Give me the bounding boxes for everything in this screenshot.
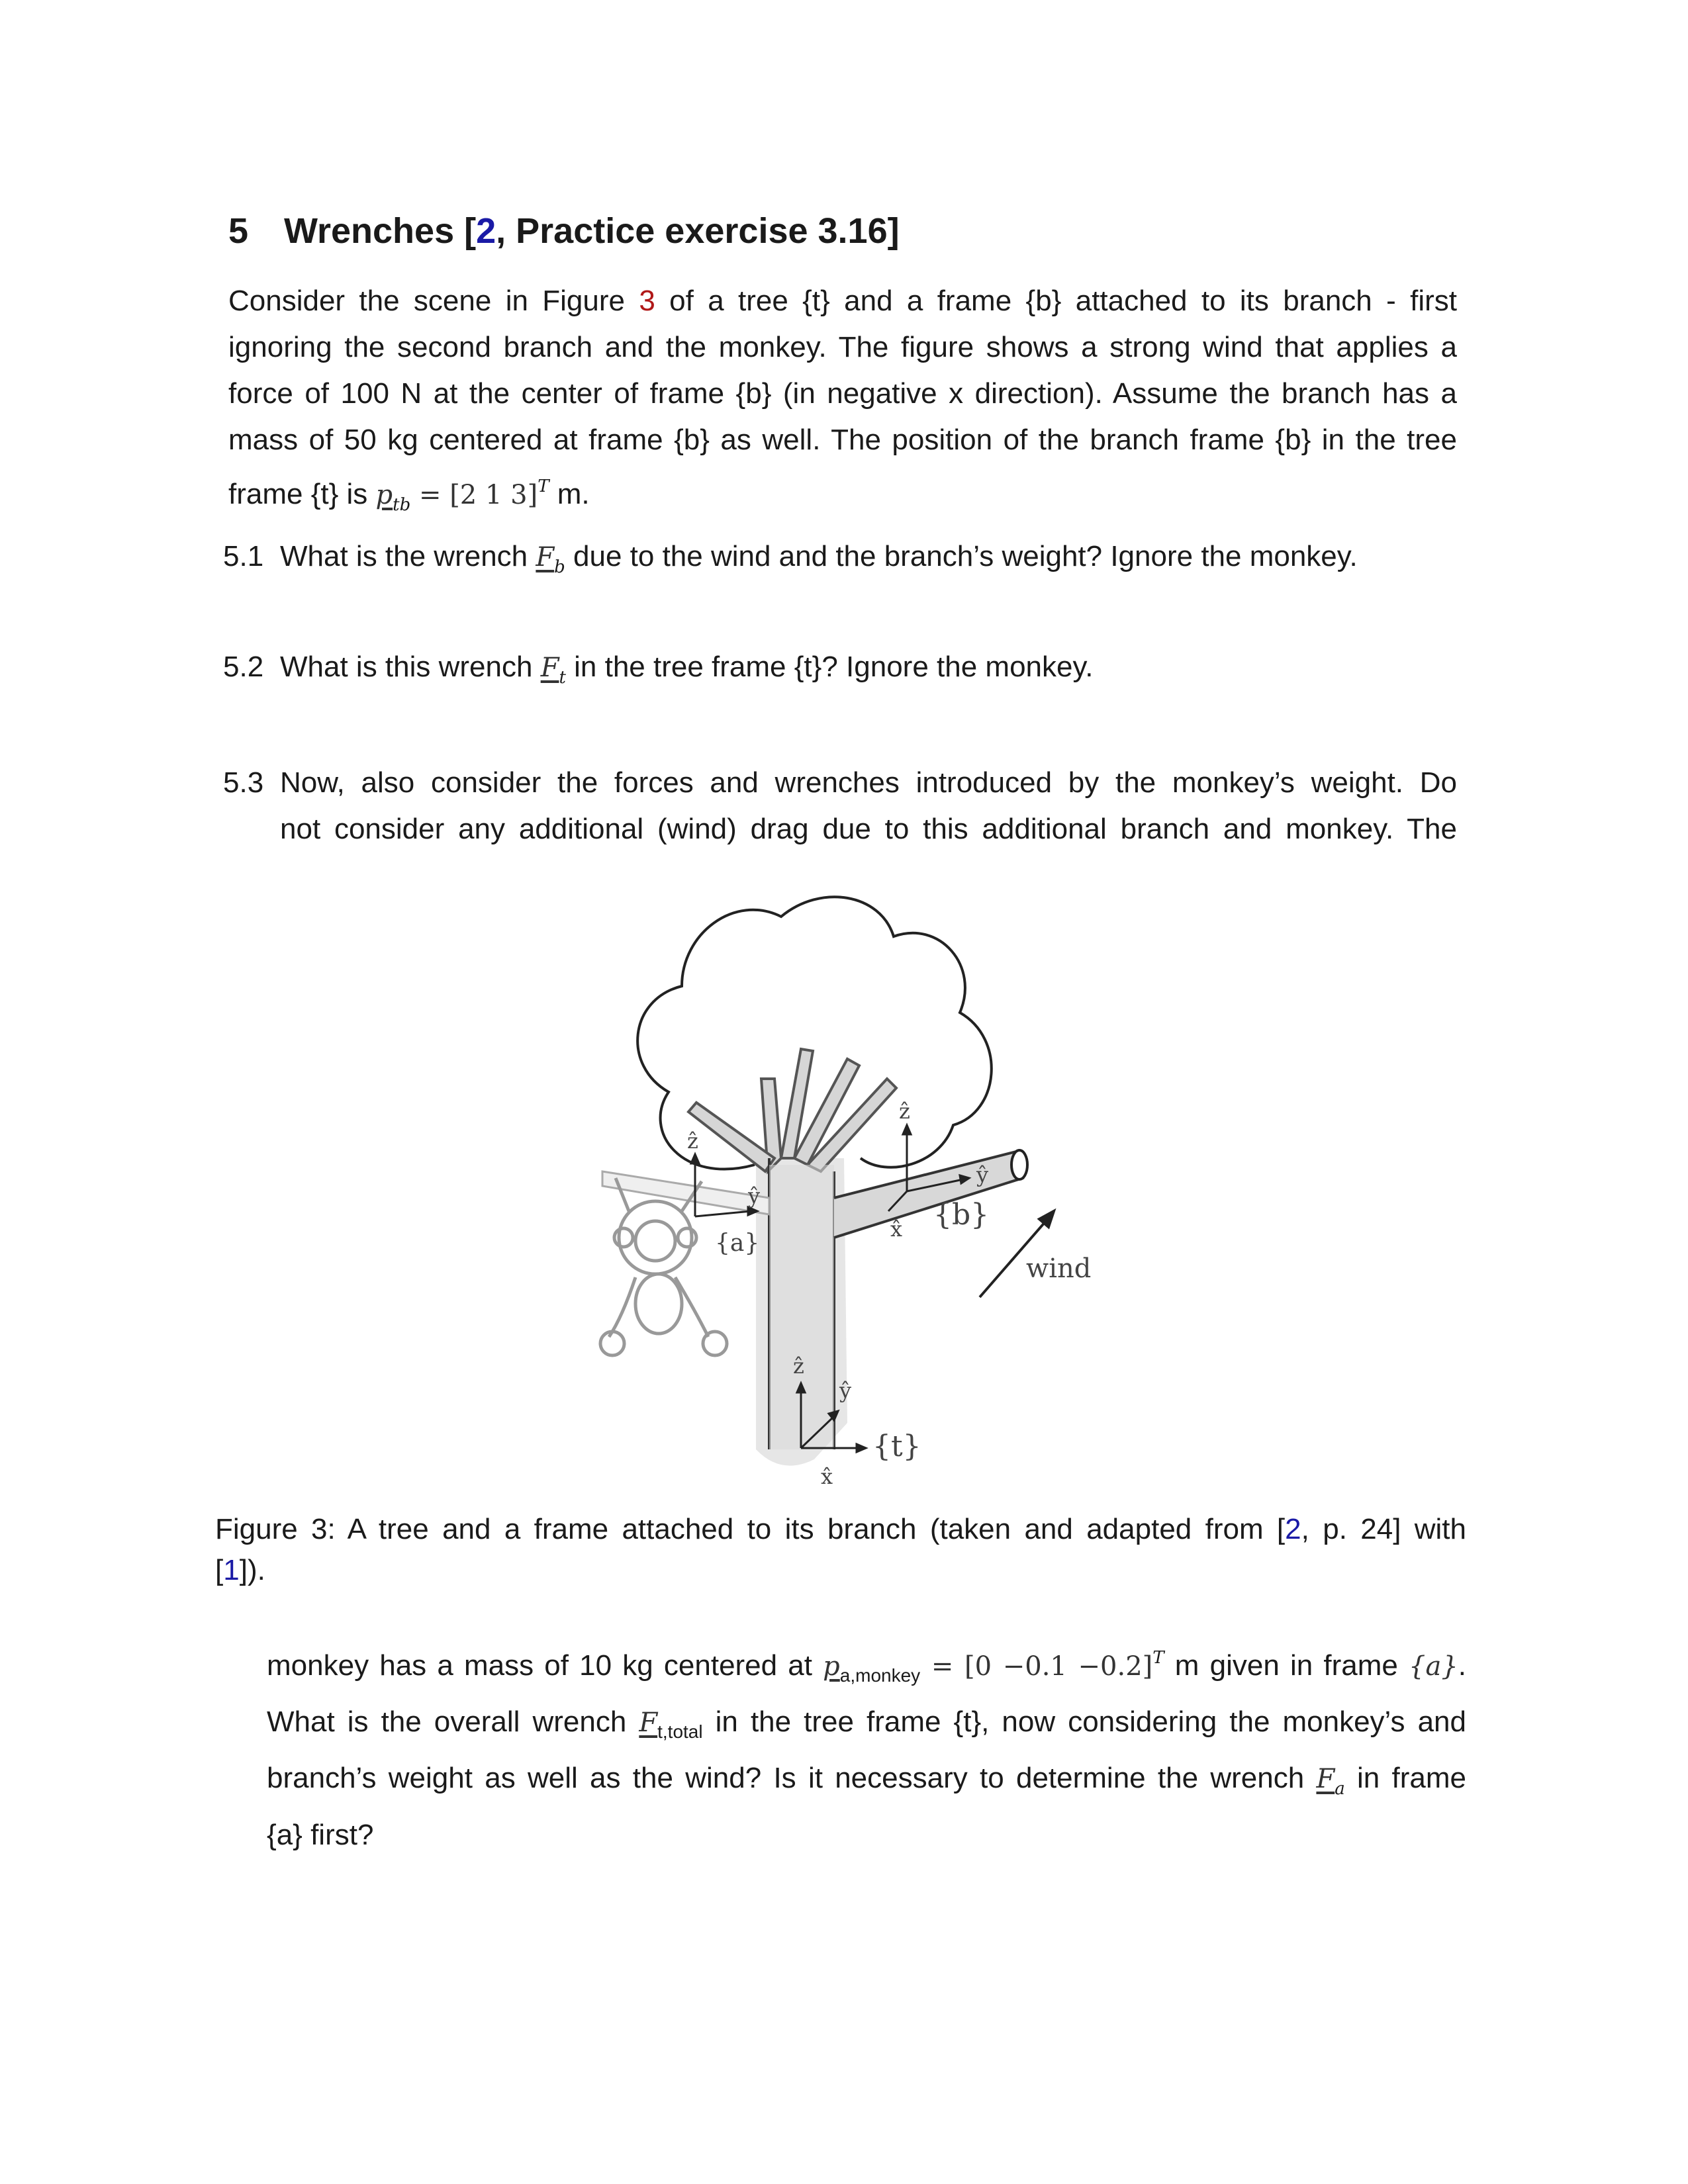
math-frame-a: {a}: [1409, 1651, 1458, 1682]
math-subscript: tb: [393, 495, 411, 515]
caption-text: ]).: [239, 1554, 265, 1586]
frame-b-y-label: ŷ: [976, 1162, 989, 1187]
intro-line: mass of 50 kg centered at frame {b} as well. The position of the branch frame {b} in the tree: [228, 424, 1457, 456]
math-transpose: T: [1152, 1648, 1164, 1668]
intro-line: force of 100 N at the center of frame {b} (in negative x direction). Assume the branch has a: [228, 377, 1457, 410]
question-number: 5.3: [223, 766, 264, 799]
question-text: monkey has a mass of 10 kg centered at: [267, 1649, 823, 1682]
ref-link-2[interactable]: 2: [476, 211, 496, 251]
frame-a-y-label: ŷ: [748, 1183, 761, 1208]
question-text: .: [1458, 1649, 1466, 1682]
question-number: 5.1: [223, 540, 264, 572]
frame-t-label: {t}: [872, 1430, 921, 1463]
frame-a-z-label: ẑ: [687, 1128, 698, 1154]
intro-line-position: [228, 463, 1457, 528]
question-text: What is this wrench: [280, 651, 541, 683]
question-text: due to the wind and the branch’s weight? Ignore the monkey.: [565, 540, 1358, 572]
figure-ref-link[interactable]: 3: [639, 285, 655, 317]
math-vector: = [0 −0.1 −0.2]: [920, 1651, 1153, 1682]
math-wrench-symbol: F: [639, 1707, 658, 1738]
wind-label: wind: [1026, 1253, 1092, 1284]
tree-figure: [583, 880, 1125, 1489]
math-subscript: b: [554, 557, 565, 577]
frame-b-label: {b}: [933, 1198, 990, 1232]
question-text: in the tree frame {t}, now considering the monkey’s and: [702, 1706, 1466, 1738]
math-transpose: T: [538, 477, 549, 496]
question-5-3: [223, 760, 1457, 852]
frame-a-label: {a}: [715, 1230, 760, 1257]
ref-link-2[interactable]: 2: [1285, 1513, 1301, 1545]
figure-caption: [215, 1509, 1466, 1591]
frame-t-y-label: ŷ: [839, 1378, 852, 1403]
frame-t-x-label: x̂: [821, 1464, 833, 1489]
frame-b-z-label: ẑ: [899, 1099, 910, 1124]
question-text: not consider any additional (wind) drag due to this additional branch and monkey. The: [280, 813, 1457, 845]
math-subscript: a,monkey: [839, 1665, 921, 1686]
frame-t-z-label: ẑ: [793, 1353, 804, 1379]
question-5-1: [223, 540, 1358, 577]
intro-text: frame {t} is: [228, 478, 376, 510]
question-text: What is the overall wrench: [267, 1706, 639, 1738]
math-wrench-symbol: F: [540, 653, 559, 683]
ref-link-1[interactable]: 1: [223, 1554, 240, 1586]
math-p-monkey: p: [823, 1651, 840, 1682]
math-p-tb: p: [375, 480, 393, 510]
question-number: 5.2: [223, 651, 264, 683]
section-number: 5: [228, 211, 249, 251]
math-subscript: t,total: [657, 1721, 703, 1742]
question-text: {a} first?: [267, 1819, 374, 1851]
math-wrench-symbol: F: [536, 542, 555, 572]
question-text: What is the wrench: [280, 540, 536, 572]
caption-text: , p. 24] with: [1301, 1513, 1467, 1545]
branch-b: [834, 1152, 1023, 1238]
intro-line: ignoring the second branch and the monkey. The figure shows a strong wind that applies a: [228, 331, 1457, 363]
question-text: in frame: [1344, 1762, 1466, 1794]
question-text: branch’s weight as well as the wind? Is it necessary to determine the wrench: [267, 1762, 1317, 1794]
question-5-3-continued: [267, 1635, 1466, 1858]
question-5-2: [223, 651, 1093, 688]
question-text: Now, also consider the forces and wrenches introduced by the monkey’s weight. Do: [280, 766, 1457, 799]
intro-paragraph: [228, 278, 1457, 528]
math-subscript: a: [1335, 1779, 1345, 1799]
question-text: m given in frame: [1164, 1649, 1409, 1682]
math-vector: = [2 1 3]: [410, 480, 538, 510]
intro-text: of a tree {t} and a frame {b} attached to its branch - first: [655, 285, 1457, 317]
caption-text: Figure 3: A tree and a frame attached to its branch (taken and adapted from [: [215, 1513, 1286, 1545]
math-wrench-symbol: F: [1316, 1764, 1335, 1794]
section-title-pre: Wrenches [: [284, 211, 477, 251]
intro-text: Consider the scene in Figure: [228, 285, 639, 317]
section-title-post: , Practice exercise 3.16]: [496, 211, 900, 251]
math-subscript: t: [559, 668, 566, 688]
intro-text: m.: [549, 478, 590, 510]
frame-b-x-label: x̂: [890, 1216, 903, 1242]
question-text: in the tree frame {t}? Ignore the monkey.: [565, 651, 1094, 683]
caption-text: [: [215, 1554, 224, 1586]
section-heading: [228, 210, 900, 251]
